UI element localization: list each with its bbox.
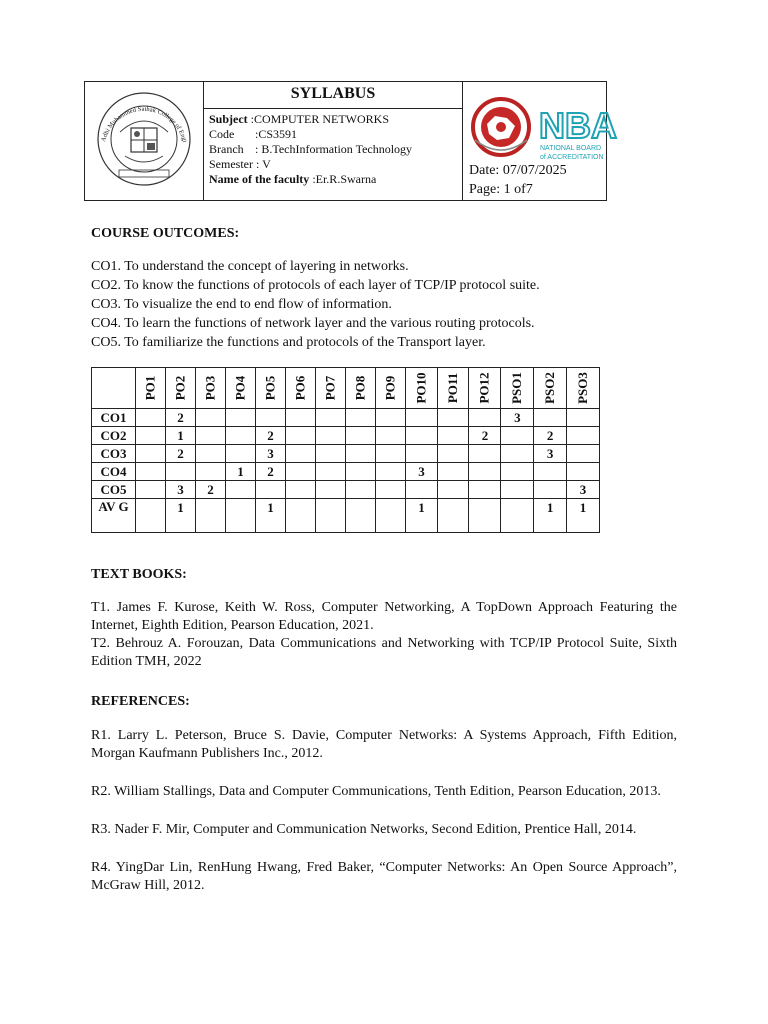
header-table [84, 81, 617, 201]
matrix-row [92, 463, 600, 481]
matrix-cell [406, 427, 438, 445]
branch-value: : B.TechInformation Technology [255, 142, 413, 156]
matrix-cell [316, 445, 346, 463]
matrix-cell [567, 463, 600, 481]
matrix-cell [286, 463, 316, 481]
code-label: Code [209, 127, 235, 141]
matrix-cell [376, 445, 406, 463]
matrix-cell [286, 499, 316, 533]
matrix-col-header: PO4 [226, 368, 256, 409]
matrix-cell [406, 481, 438, 499]
matrix-row [92, 427, 600, 445]
matrix-cell [438, 463, 469, 481]
matrix-cell: 2 [166, 445, 196, 463]
matrix-col-header: PSO2 [534, 368, 567, 409]
matrix-cell [438, 499, 469, 533]
matrix-cell [346, 499, 376, 533]
matrix-cell: 2 [256, 427, 286, 445]
matrix-cell [406, 445, 438, 463]
reference-4: R4. YingDar Lin, RenHung Hwang, Fred Baker, “Computer Networks: An Open Source Approach”, McGraw Hill, 2012. [91, 860, 677, 893]
matrix-col-header: PO2 [166, 368, 196, 409]
co-item-3: CO3. To visualize the end to end flow of information. [91, 297, 392, 312]
matrix-cell [196, 427, 226, 445]
co-item-2: CO2. To know the functions of protocols of each layer of TCP/IP protocol suite. [91, 278, 540, 293]
matrix-cell [376, 463, 406, 481]
matrix-cell [226, 445, 256, 463]
matrix-cell [469, 481, 501, 499]
matrix-col-header: PO7 [316, 368, 346, 409]
matrix-cell: 1 [406, 499, 438, 533]
matrix-cell [346, 427, 376, 445]
matrix-cell: 1 [226, 463, 256, 481]
matrix-cell: 1 [166, 427, 196, 445]
matrix-col-header: PO11 [438, 368, 469, 409]
references-section [91, 694, 677, 895]
matrix-cell [567, 409, 600, 427]
college-logo-cell [85, 82, 204, 201]
reference-2: R2. William Stallings, Data and Computer Communications, Tenth Edition, Pearson Education, 2013. [91, 784, 661, 799]
matrix-col-header: PSO1 [501, 368, 534, 409]
matrix-cell: 3 [534, 445, 567, 463]
text-books-section [91, 567, 677, 671]
text-book-1: T1. James F. Kurose, Keith W. Ross, Computer Networking, A TopDown Approach Featuring the Internet, Eighth Edition, Pearson Education, 2021. [91, 600, 677, 633]
matrix-col-header: PO3 [196, 368, 226, 409]
matrix-cell [136, 499, 166, 533]
reference-3: R3. Nader F. Mir, Computer and Communication Networks, Second Edition, Prentice Hall, 2014. [91, 822, 637, 837]
semester-value: : V [256, 157, 271, 171]
matrix-cell: 2 [256, 463, 286, 481]
co-item-1: CO1. To understand the concept of layering in networks. [91, 259, 409, 274]
matrix-cell [316, 499, 346, 533]
matrix-cell [136, 445, 166, 463]
naac-logo-icon [469, 96, 533, 158]
matrix-cell [196, 499, 226, 533]
nba-caption-2: of ACCREDITATION [540, 154, 604, 161]
accreditation-cell [463, 82, 617, 201]
nba-logo-icon [537, 102, 617, 162]
matrix-cell [286, 481, 316, 499]
matrix-cell [501, 445, 534, 463]
matrix-col-header: PO1 [136, 368, 166, 409]
matrix-cell [406, 409, 438, 427]
matrix-cell [376, 427, 406, 445]
matrix-cell [226, 409, 256, 427]
matrix-header-row [92, 368, 600, 409]
course-outcomes-section [91, 226, 677, 352]
matrix-cell [256, 409, 286, 427]
matrix-row [92, 481, 600, 499]
matrix-cell [166, 463, 196, 481]
matrix-cell [226, 499, 256, 533]
matrix-cell [501, 499, 534, 533]
matrix-cell [346, 409, 376, 427]
matrix-row [92, 445, 600, 463]
matrix-cell [469, 445, 501, 463]
matrix-row-label: CO2 [92, 427, 136, 445]
matrix-cell [346, 445, 376, 463]
matrix-cell [567, 445, 600, 463]
college-logo-text: Adhi Muhammed Sathak College of Engi [100, 105, 189, 144]
matrix-cell [567, 427, 600, 445]
co-po-matrix [91, 367, 600, 533]
matrix-cell [256, 481, 286, 499]
matrix-cell [316, 409, 346, 427]
course-outcomes-heading: COURSE OUTCOMES: [91, 226, 240, 241]
matrix-cell [316, 481, 346, 499]
matrix-cell [501, 427, 534, 445]
matrix-col-header: PSO3 [567, 368, 600, 409]
nba-caption-1: NATIONAL BOARD [540, 145, 602, 152]
matrix-cell [534, 463, 567, 481]
matrix-cell: 3 [501, 409, 534, 427]
matrix-cell [438, 481, 469, 499]
matrix-row-label: AV G [92, 499, 136, 533]
matrix-cell: 3 [567, 481, 600, 499]
matrix-cell: 2 [196, 481, 226, 499]
matrix-cell: 2 [534, 427, 567, 445]
matrix-cell [501, 463, 534, 481]
matrix-cell [226, 427, 256, 445]
matrix-col-header: PO6 [286, 368, 316, 409]
matrix-cell [136, 481, 166, 499]
matrix-cell: 1 [166, 499, 196, 533]
matrix-col-header: PO12 [469, 368, 501, 409]
subject-label: Subject [209, 112, 248, 126]
matrix-cell: 1 [256, 499, 286, 533]
matrix-cell [346, 463, 376, 481]
matrix-cell [534, 481, 567, 499]
faculty-label: Name of the faculty [209, 172, 310, 186]
matrix-cell [534, 409, 567, 427]
syllabus-title: SYLLABUS [204, 82, 462, 109]
matrix-row [92, 409, 600, 427]
faculty-value: :Er.R.Swarna [312, 172, 377, 186]
matrix-cell [286, 409, 316, 427]
matrix-col-header: PO8 [346, 368, 376, 409]
matrix-cell [316, 463, 346, 481]
subject-value: :COMPUTER NETWORKS [250, 112, 390, 126]
matrix-row-label: CO5 [92, 481, 136, 499]
page-text: Page: 1 of7 [469, 182, 533, 197]
matrix-cell [501, 481, 534, 499]
subject-details [204, 109, 462, 187]
matrix-cell [136, 427, 166, 445]
reference-1: R1. Larry L. Peterson, Bruce S. Davie, Computer Networks: A Systems Approach, Fifth Edition, Morgan Kaufmann Publishers Inc., 2012. [91, 728, 677, 761]
references-heading: REFERENCES: [91, 694, 190, 709]
matrix-cell: 1 [567, 499, 600, 533]
matrix-col-header: PO10 [406, 368, 438, 409]
matrix-cell: 3 [166, 481, 196, 499]
matrix-cell [226, 481, 256, 499]
matrix-cell [469, 499, 501, 533]
matrix-cell [469, 463, 501, 481]
matrix-cell: 2 [166, 409, 196, 427]
matrix-corner [92, 368, 136, 409]
matrix-cell: 3 [406, 463, 438, 481]
matrix-cell [376, 499, 406, 533]
matrix-row-label: CO3 [92, 445, 136, 463]
matrix-cell [438, 409, 469, 427]
matrix-cell [196, 409, 226, 427]
branch-label: Branch [209, 142, 244, 156]
date-text: Date: 07/07/2025 [469, 163, 567, 178]
subject-cell [204, 82, 463, 201]
matrix-cell [136, 409, 166, 427]
text-books-heading: TEXT BOOKS: [91, 567, 187, 582]
college-logo-icon [85, 82, 203, 195]
matrix-cell [438, 427, 469, 445]
matrix-row-label: CO1 [92, 409, 136, 427]
matrix-cell [438, 445, 469, 463]
matrix-cell [376, 409, 406, 427]
matrix-cell [136, 463, 166, 481]
matrix-cell [286, 445, 316, 463]
co-item-4: CO4. To learn the functions of network layer and the various routing protocols. [91, 316, 535, 331]
matrix-cell [196, 463, 226, 481]
matrix-col-header: PO9 [376, 368, 406, 409]
matrix-cell [469, 409, 501, 427]
matrix-cell [196, 445, 226, 463]
matrix-col-header: PO5 [256, 368, 286, 409]
matrix-cell: 2 [469, 427, 501, 445]
matrix-cell [346, 481, 376, 499]
matrix-cell [316, 427, 346, 445]
nba-logo-text: NBA [539, 105, 617, 146]
text-book-2: T2. Behrouz A. Forouzan, Data Communications and Networking with TCP/IP Protocol Suite, Sixth Edition TMH, 2022 [91, 636, 677, 669]
matrix-cell [286, 427, 316, 445]
date-page-block [469, 161, 567, 199]
semester-label: Semester [209, 157, 253, 171]
matrix-cell [376, 481, 406, 499]
matrix-row-label: CO4 [92, 463, 136, 481]
co-item-5: CO5. To familiarize the functions and protocols of the Transport layer. [91, 335, 486, 350]
code-value: :CS3591 [255, 127, 298, 141]
matrix-cell: 3 [256, 445, 286, 463]
matrix-cell: 1 [534, 499, 567, 533]
matrix-row-average [92, 499, 600, 533]
